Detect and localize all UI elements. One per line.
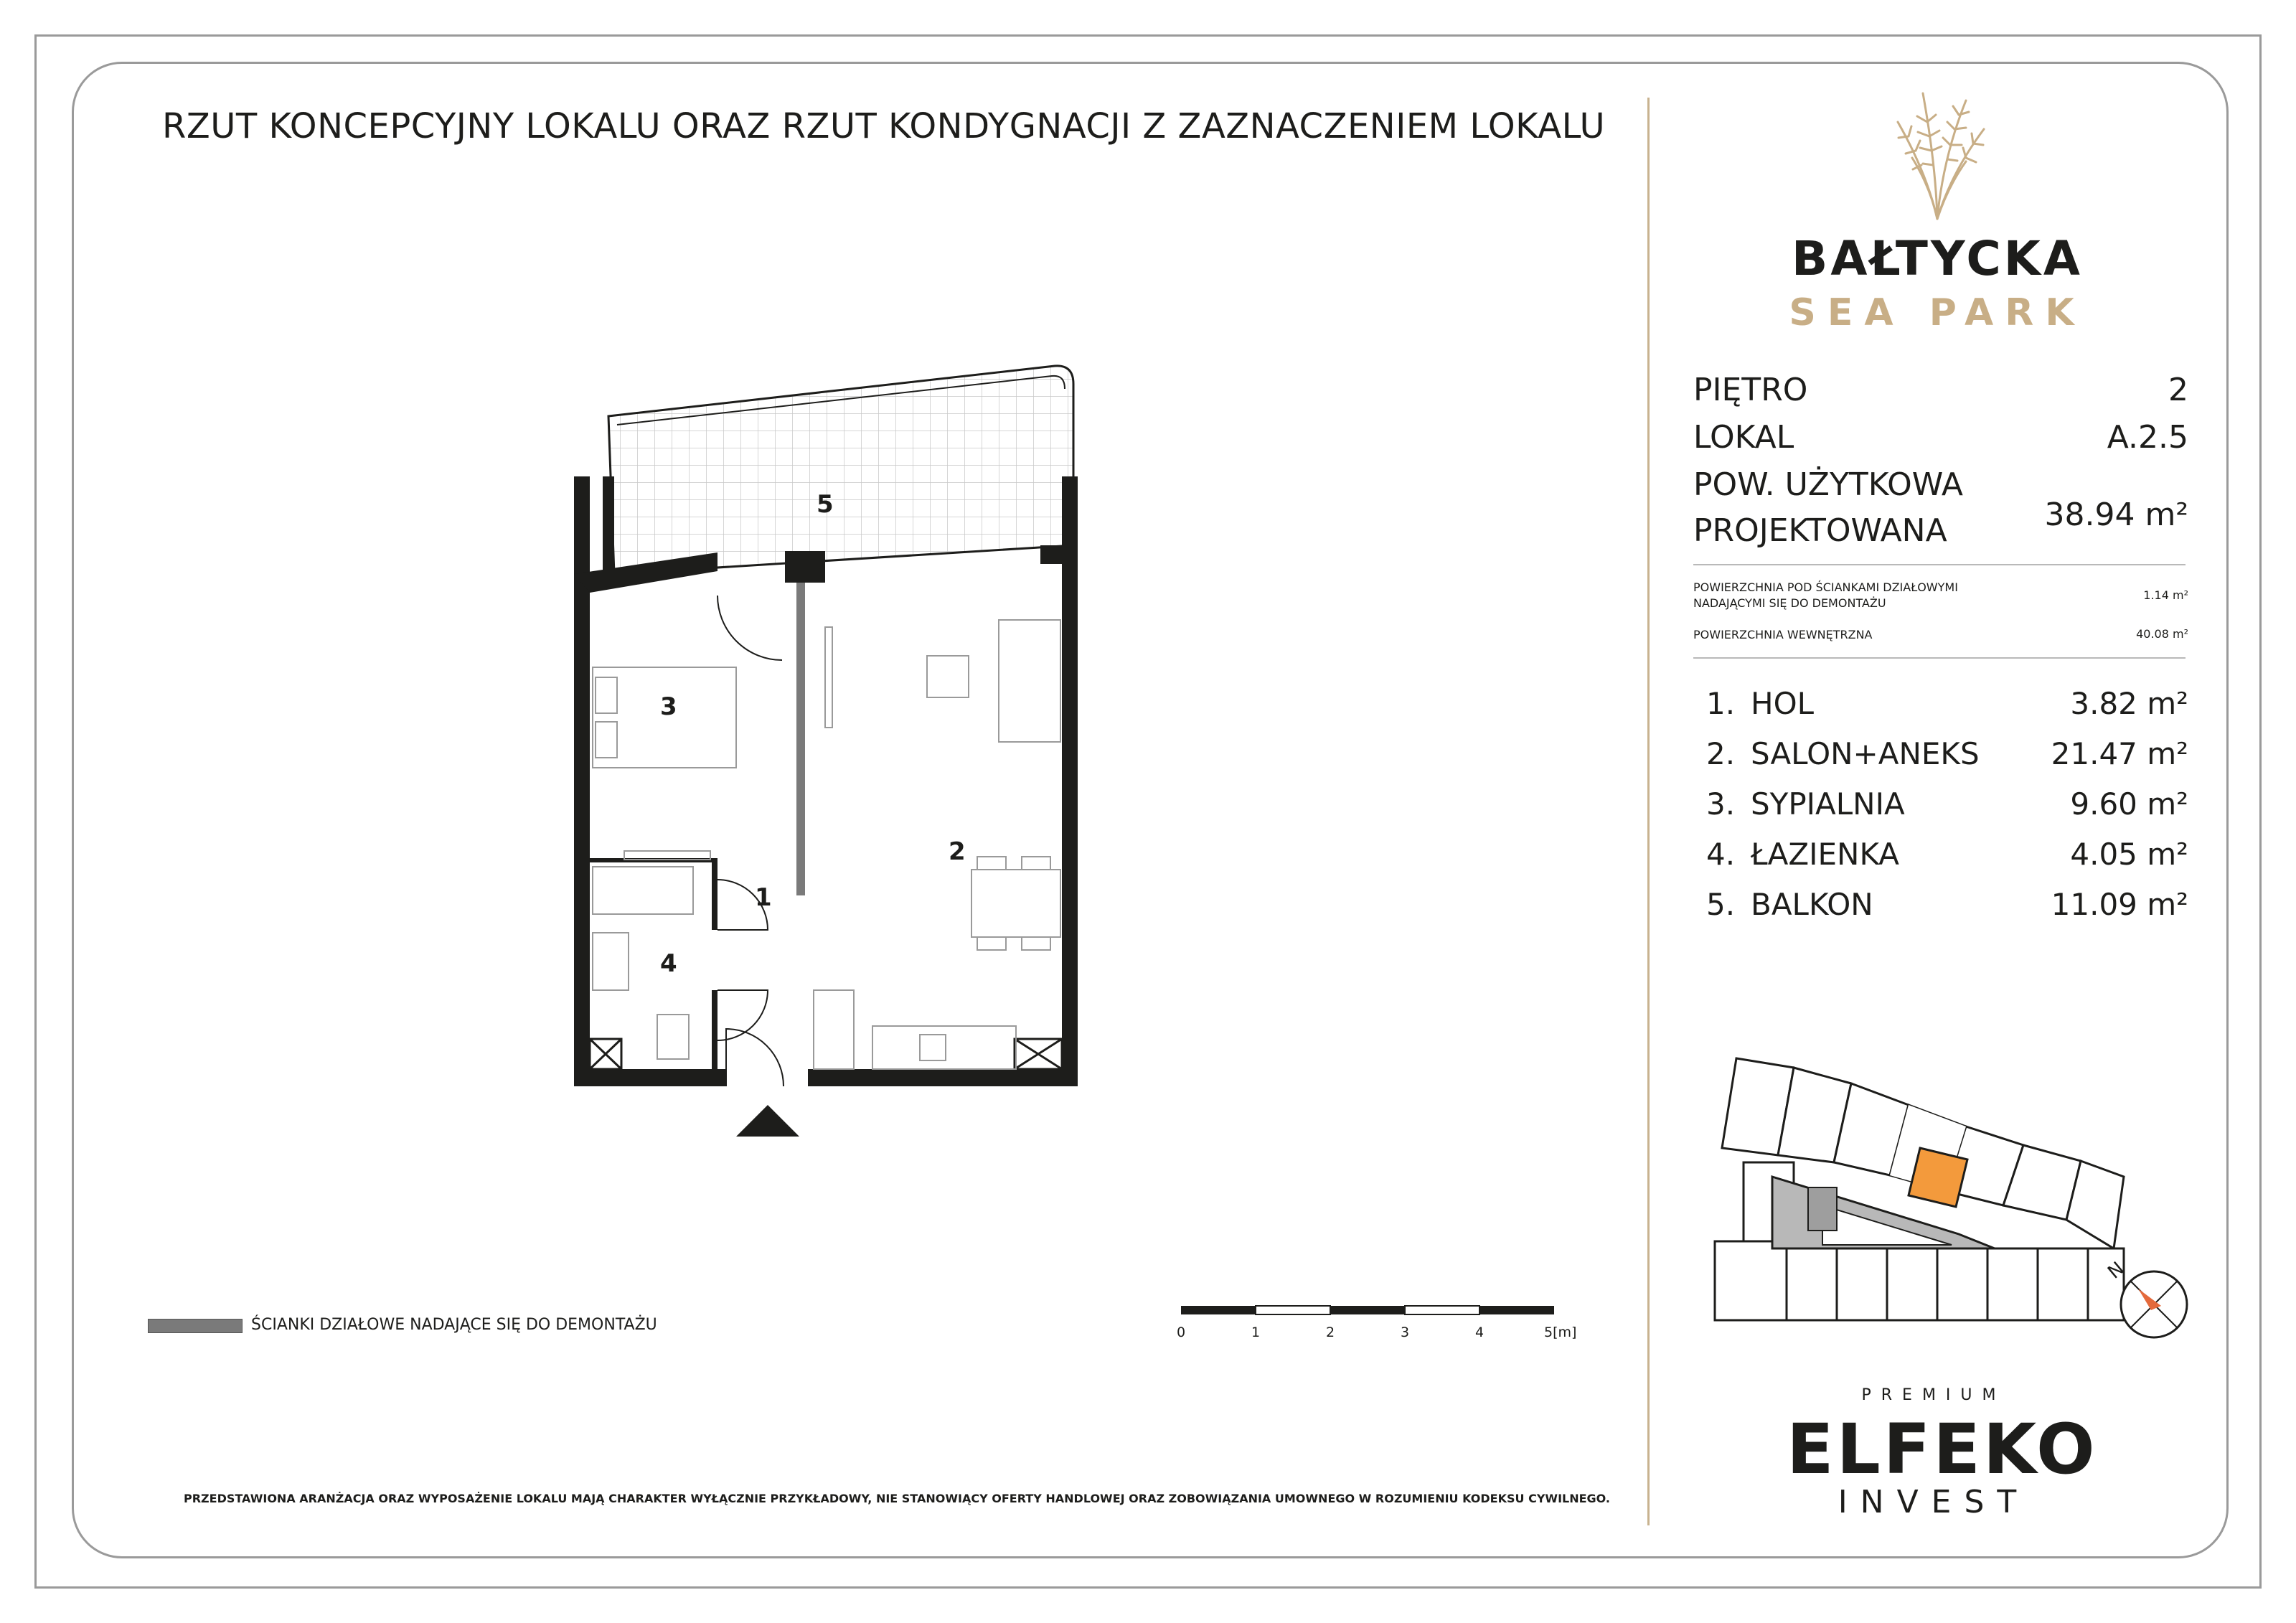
developer-premium: PREMIUM <box>1861 1386 2006 1404</box>
scale-tick-5: 5[m] <box>1544 1325 1577 1340</box>
room-area-2: 21.47 m² <box>2051 736 2188 771</box>
doors <box>718 596 784 1086</box>
furniture <box>593 620 1060 1069</box>
info-rule-top <box>1693 564 2186 565</box>
legend-text: ŚCIANKI DZIAŁOWE NADAJĄCE SIĘ DO DEMONTAŻU <box>251 1316 657 1334</box>
interior-walls <box>590 858 718 1069</box>
floor-value: 2 <box>2168 372 2188 408</box>
legend-swatch <box>148 1319 243 1333</box>
room-area-4: 4.05 m² <box>2070 837 2188 872</box>
scale-tick-0: 0 <box>1177 1325 1186 1340</box>
floor-plan <box>560 352 1105 1141</box>
grass-logo-icon <box>1858 79 2016 222</box>
unit-label: LOKAL <box>1693 419 1794 456</box>
scale-bar <box>1177 1303 1564 1322</box>
unit-value: A.2.5 <box>2107 419 2188 456</box>
plan-label-bedroom: 3 <box>660 692 677 721</box>
plan-label-living: 2 <box>949 837 966 866</box>
balcony <box>608 366 1073 574</box>
plan-label-bathroom: 4 <box>660 949 677 978</box>
scale-tick-3: 3 <box>1401 1325 1410 1340</box>
developer-invest: INVEST <box>1838 1484 2030 1520</box>
compass-north-label: N <box>2104 1258 2129 1284</box>
room-name-4: ŁAZIENKA <box>1751 837 1899 872</box>
room-num-1: 1. <box>1706 686 1736 721</box>
room-num-4: 4. <box>1706 837 1736 872</box>
walls-area-value: 1.14 m² <box>2143 588 2188 602</box>
plan-label-balcony: 5 <box>817 490 834 519</box>
walls-area-label: POWIERZCHNIA POD ŚCIANKAMI DZIAŁOWYMI NADAJĄCYMI SIĘ DO DEMONTAŻU <box>1693 580 1958 610</box>
info-rule-bottom <box>1693 657 2186 659</box>
exterior-walls <box>574 476 1078 1086</box>
room-num-5: 5. <box>1706 887 1736 922</box>
site-plan <box>1708 1048 2196 1349</box>
area-value: 38.94 m² <box>2044 497 2188 533</box>
disclaimer: PRZEDSTAWIONA ARANŻACJA ORAZ WYPOSAŻENIE LOKALU MAJĄ CHARAKTER WYŁĄCZNIE PRZYKŁADOWY, NIE STANOWIĄCY OFERTY HANDLOWEJ ORAZ ZOBOWIĄZANIA UMOWNEGO W ROZUMIENIU KODEKSU CYWILNEGO. <box>184 1492 1610 1505</box>
demountable-walls <box>796 583 805 895</box>
sidebar-divider <box>1647 98 1650 1525</box>
room-name-5: BALKON <box>1751 887 1873 922</box>
room-area-1: 3.82 m² <box>2070 686 2188 721</box>
brand-name-sub: SEA PARK <box>1789 291 2086 334</box>
inner-area-label: POWIERZCHNIA WEWNĘTRZNA <box>1693 628 1873 641</box>
brand-logo <box>1708 79 2167 225</box>
compass-icon <box>2121 1271 2187 1337</box>
room-num-2: 2. <box>1706 736 1736 771</box>
room-name-1: HOL <box>1751 686 1815 721</box>
scale-tick-2: 2 <box>1326 1325 1335 1340</box>
area-label-line2: PROJEKTOWANA <box>1693 512 1947 549</box>
floor-label: PIĘTRO <box>1693 372 1808 408</box>
highlighted-unit <box>1909 1148 1967 1207</box>
room-name-2: SALON+ANEKS <box>1751 736 1980 771</box>
page-title: RZUT KONCEPCYJNY LOKALU ORAZ RZUT KONDYGNACJI Z ZAZNACZENIEM LOKALU <box>162 106 1606 146</box>
brand-name-main: BAŁTYCKA <box>1792 231 2083 286</box>
developer-name: ELFEKO <box>1787 1409 2098 1490</box>
room-area-3: 9.60 m² <box>2070 786 2188 822</box>
room-num-3: 3. <box>1706 786 1736 822</box>
room-name-3: SYPIALNIA <box>1751 786 1905 822</box>
inner-area-value: 40.08 m² <box>2136 627 2188 641</box>
scale-tick-1: 1 <box>1251 1325 1261 1340</box>
scale-tick-4: 4 <box>1475 1325 1485 1340</box>
plan-label-hall: 1 <box>755 883 772 912</box>
entrance-arrow-icon <box>736 1105 799 1137</box>
area-label-line1: POW. UŻYTKOWA <box>1693 466 1963 503</box>
shafts <box>590 1039 1062 1069</box>
room-area-5: 11.09 m² <box>2051 887 2188 922</box>
